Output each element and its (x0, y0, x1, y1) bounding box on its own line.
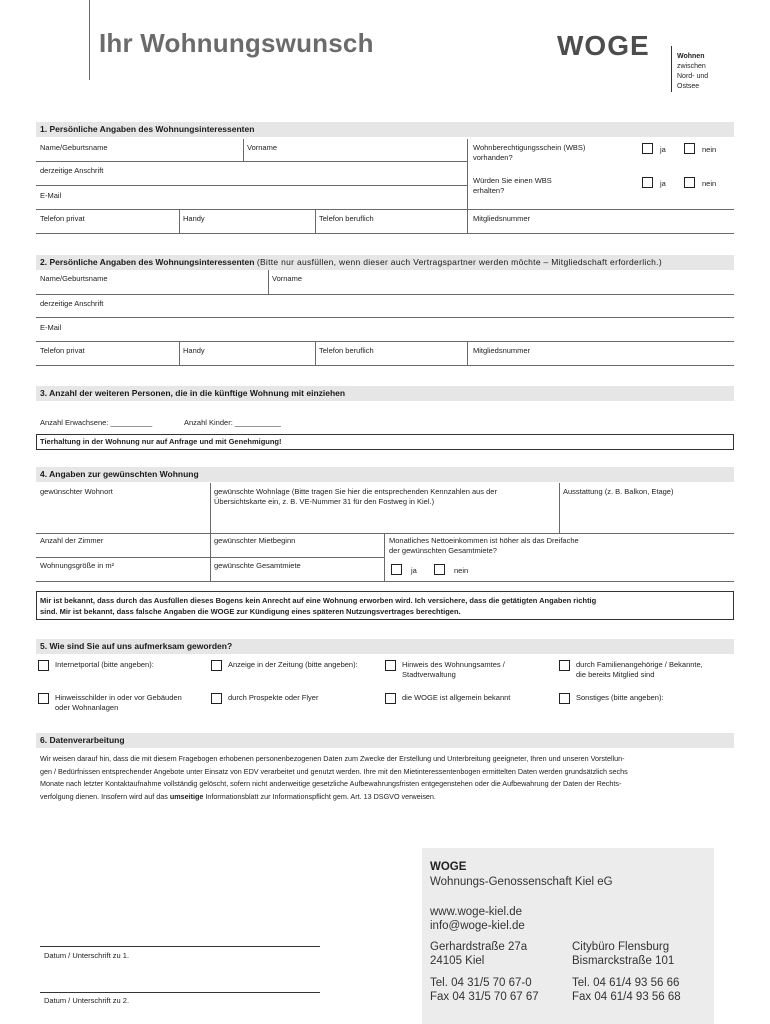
s2-tel-privat-label: Telefon privat (40, 346, 85, 355)
option-sonstiges-checkbox[interactable] (559, 693, 570, 704)
section-6-heading: 6. Datenverarbeitung (36, 733, 734, 748)
option-prospekte-checkbox[interactable] (211, 693, 222, 704)
ausstattung-label: Ausstattung (z. B. Balkon, Etage) (563, 487, 674, 496)
netto-ja-checkbox[interactable] (391, 564, 402, 575)
option-wohnungsamt-checkbox[interactable] (385, 660, 396, 671)
office-tel: Tel. 04 61/4 93 56 66 (572, 977, 680, 989)
mietbeginn-label: gewünschter Mietbeginn (214, 536, 296, 545)
wbs2-nein-label: nein (702, 179, 717, 188)
option-wohnungsamt-label: Hinweis des Wohnungsamtes / Stadtverwaltung (402, 660, 505, 679)
netto-nein-label: nein (454, 566, 469, 575)
s1-tel-beruf-label: Telefon beruflich (319, 214, 374, 223)
wbs-question-2: Würden Sie einen WBS erhalten? (473, 176, 552, 195)
wbs2-ja-label: ja (660, 179, 666, 188)
contact-fax: Fax 04 31/5 70 67 67 (430, 991, 539, 1003)
woge-logo: WOGE (557, 30, 650, 61)
section-2-heading: 2. Persönliche Angaben des Wohnungsinteressenten (Bitte nur ausfüllen, wenn dieser auch Vertragspartner werden möchte – Mitgliedschaft erforderlich.) (36, 255, 734, 270)
netto-ja-label: ja (411, 566, 417, 575)
zimmer-label: Anzahl der Zimmer (40, 536, 104, 545)
section-4-heading: 4. Angaben zur gewünschten Wohnung (36, 467, 734, 482)
section-5-heading: 5. Wie sind Sie auf uns aufmerksam geworden? (36, 639, 734, 654)
s2-anschrift-label: derzeitige Anschrift (40, 299, 104, 308)
netto-question: Monatliches Nettoeinkommen ist höher als das Dreifache der gewünschten Gesamtmiete? (389, 536, 579, 555)
signature-1-label: Datum / Unterschrift zu 1. (44, 951, 130, 960)
wbs2-nein-checkbox[interactable] (684, 177, 695, 188)
option-bekannt-label: die WOGE ist allgemein bekannt (402, 693, 511, 702)
option-internet-label: Internetportal (bitte angeben): (55, 660, 154, 669)
option-sonstiges-label: Sonstiges (bitte angeben): (576, 693, 664, 702)
s2-mitglied-label: Mitgliedsnummer (473, 346, 531, 355)
office-fax: Fax 04 61/4 93 56 68 (572, 991, 681, 1003)
option-zeitung-checkbox[interactable] (211, 660, 222, 671)
office-name: Citybüro Flensburg (572, 941, 670, 953)
logo-tagline: Wohnen zwischen Nord- und Ostsee (677, 53, 709, 90)
contact-box (422, 848, 714, 1024)
s1-name-label: Name/Geburtsname (40, 143, 108, 152)
tierhaltung-box: Tierhaltung in der Wohnung nur auf Anfrage und mit Genehmigung! (36, 434, 734, 450)
netto-nein-checkbox[interactable] (434, 564, 445, 575)
gesamtmiete-label: gewünschte Gesamtmiete (214, 561, 301, 570)
contact-name: WOGE (430, 861, 467, 873)
option-bekannt-checkbox[interactable] (385, 693, 396, 704)
wbs1-ja-checkbox[interactable] (642, 143, 653, 154)
option-familie-label: durch Familienangehörige / Bekannte, die bereits Mitglied sind (576, 660, 703, 679)
s2-tel-beruf-label: Telefon beruflich (319, 346, 374, 355)
notice-box: Mir ist bekannt, dass durch das Ausfüllen dieses Bogens kein Anrecht auf eine Wohnung erworben wird. Ich versichere, dass die getätigten Angaben richtig sind. Mir ist bekannt, dass falsche Angaben die WOGE zur Kündigung eines späteren Nutzungsvertrages berechtigen. (36, 591, 734, 620)
option-familie-checkbox[interactable] (559, 660, 570, 671)
s2-vorname-label: Vorname (272, 274, 303, 283)
kinder-field[interactable]: Anzahl Kinder: ___________ (184, 418, 281, 427)
s2-handy-label: Handy (183, 346, 205, 355)
contact-web[interactable]: www.woge-kiel.de (430, 906, 523, 918)
wbs1-nein-label: nein (702, 145, 717, 154)
s1-anschrift-label: derzeitige Anschrift (40, 166, 104, 175)
contact-tel: Tel. 04 31/5 70 67-0 (430, 977, 532, 989)
s1-handy-label: Handy (183, 214, 205, 223)
contact-street: Gerhardstraße 27a (430, 941, 528, 953)
signature-2-label: Datum / Unterschrift zu 2. (44, 996, 130, 1005)
section-1-heading: 1. Persönliche Angaben des Wohnungsinteressenten (36, 122, 734, 137)
wbs1-nein-checkbox[interactable] (684, 143, 695, 154)
contact-mail[interactable]: info@woge-kiel.de (430, 920, 525, 932)
s1-mitglied-label: Mitgliedsnummer (473, 214, 531, 223)
option-internet-checkbox[interactable] (38, 660, 49, 671)
option-schilder-checkbox[interactable] (38, 693, 49, 704)
s1-email-label: E-Mail (40, 191, 62, 200)
page-title: Ihr Wohnungswunsch (99, 28, 374, 58)
contact-city: 24105 Kiel (430, 955, 485, 967)
datenschutz-text: Wir weisen darauf hin, dass die mit diesem Fragebogen erhobenen personenbezogenen Daten zum Zwecke der Erstellung und Unterbreitung geeigneter, Ihren und unseren Vorstellun- gen / Bedürfnissen entsprechender Angebote unter Einsatz von EDV verarbeitet und genutzt werden. Ihre mit den Mietinteressentenbogen ermittelten Daten werden grundsätzlich sechs Monate nach letzter Kontaktaufnahme vollständig gelöscht, sofern nicht anderweitige gesetzliche Aufbewahrungsfristen entgegenstehen oder die Aufbewahrung der Daten der Rechts- verfolgung dienen. Insofern wird auf das umseitige Informationsblatt zur Informationspflicht gem. Art. 13 DSGVO verweisen. (40, 754, 628, 801)
s2-email-label: E-Mail (40, 323, 62, 332)
wbs1-ja-label: ja (660, 145, 666, 154)
contact-full-name: Wohnungs-Genossenschaft Kiel eG (430, 876, 613, 888)
wohnort-label: gewünschter Wohnort (40, 487, 113, 496)
option-schilder-label: Hinweisschilder in oder vor Gebäuden oder Wohnanlagen (55, 693, 182, 712)
groesse-label: Wohnungsgröße in m² (40, 561, 115, 570)
s2-name-label: Name/Geburtsname (40, 274, 108, 283)
s1-vorname-label: Vorname (247, 143, 278, 152)
option-zeitung-label: Anzeige in der Zeitung (bitte angeben): (228, 660, 358, 669)
section-3-heading: 3. Anzahl der weiteren Personen, die in die künftige Wohnung mit einziehen (36, 386, 734, 401)
option-prospekte-label: durch Prospekte oder Flyer (228, 693, 319, 702)
wbs2-ja-checkbox[interactable] (642, 177, 653, 188)
s1-tel-privat-label: Telefon privat (40, 214, 85, 223)
erwachsene-field[interactable]: Anzahl Erwachsene: __________ (40, 418, 153, 427)
wbs-question-1: Wohnberechtigungsschein (WBS) vorhanden? (473, 143, 586, 162)
office-street: Bismarckstraße 101 (572, 955, 675, 967)
wohnlage-label: gewünschte Wohnlage (Bitte tragen Sie hier die entsprechenden Kennzahlen aus der Übersichtskarte ein, z. B. VE-Nummer 31 für den Fostweg in Kiel.) (214, 487, 497, 506)
